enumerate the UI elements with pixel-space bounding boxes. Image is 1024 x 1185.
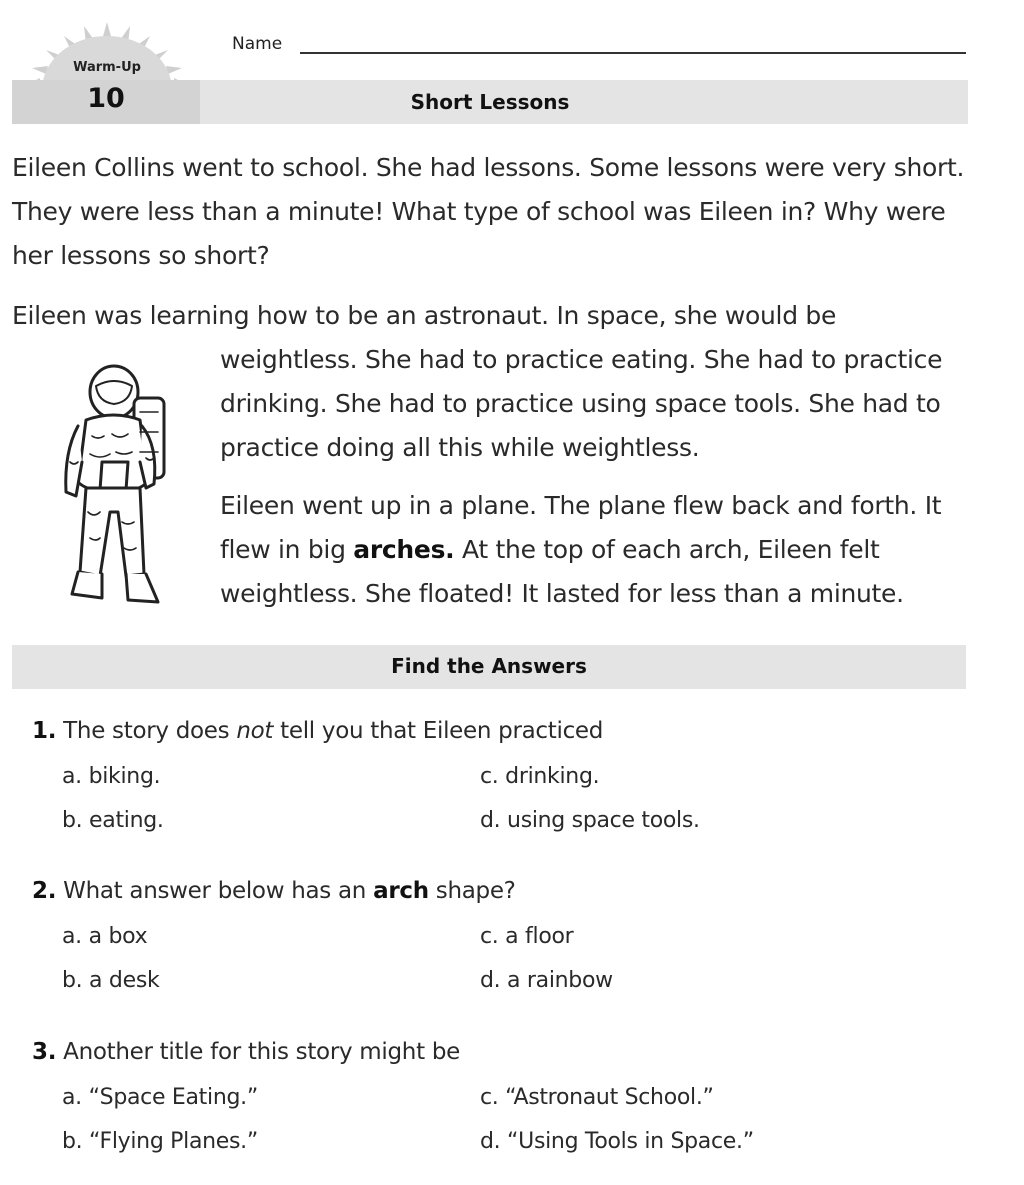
q1-option-c[interactable]: c. drinking. [480, 764, 600, 789]
question-1-emphasis: not [236, 718, 274, 744]
astronaut-icon [56, 362, 176, 616]
question-2-keyword: arch [373, 878, 429, 904]
q1-option-d[interactable]: d. using space tools. [480, 808, 700, 833]
q2-option-b[interactable]: b. a desk [62, 968, 160, 993]
name-field-line[interactable] [300, 52, 966, 54]
question-3-number: 3. [32, 1039, 57, 1065]
question-3-text: Another title for this story might be [63, 1039, 460, 1065]
page-title: Short Lessons [410, 90, 570, 114]
q3-option-c[interactable]: c. “Astronaut School.” [480, 1085, 714, 1110]
warmup-number: 10 [87, 83, 125, 114]
story-paragraph-3: weightless. She had to practice eating. She had to practice drinking. She had to practice using space tools. She had to practice doing all this while weightless. [220, 345, 943, 462]
question-1-text-after: tell you that Eileen practiced [273, 718, 604, 744]
q2-option-c[interactable]: c. a floor [480, 924, 574, 949]
q2-option-a[interactable]: a. a box [62, 924, 148, 949]
question-1 [32, 718, 603, 744]
vocab-word-arches: arches. [353, 535, 455, 564]
q3-option-b[interactable]: b. “Flying Planes.” [62, 1129, 258, 1154]
question-2-text-after: shape? [428, 878, 516, 904]
find-answers-title: Find the Answers [391, 654, 587, 678]
story-p4-text-after: At the top of each arch, Eileen felt weightless. She floated! It lasted for less than a minute. [220, 535, 904, 608]
question-2-text-before: What answer below has an [63, 878, 374, 904]
question-1-number: 1. [32, 718, 57, 744]
question-2-number: 2. [32, 878, 57, 904]
warmup-label: Warm-Up [73, 60, 141, 75]
name-label: Name [232, 34, 283, 54]
story-paragraph-4 [220, 484, 980, 616]
question-3 [32, 1039, 460, 1065]
question-2 [32, 878, 516, 904]
story-paragraph-2: Eileen was learning how to be an astronaut. In space, she would be [12, 301, 837, 330]
q3-option-d[interactable]: d. “Using Tools in Space.” [480, 1129, 754, 1154]
story-paragraph-1: Eileen Collins went to school. She had lessons. Some lessons were very short. They were less than a minute! What type of school was Eileen in? Why were her lessons so short? [12, 153, 965, 270]
q1-option-a[interactable]: a. biking. [62, 764, 161, 789]
story-p4-text-before: Eileen went up in a plane. The plane flew back and forth. It flew in big [220, 491, 942, 564]
question-1-text-before: The story does [63, 718, 237, 744]
q1-option-b[interactable]: b. eating. [62, 808, 164, 833]
q3-option-a[interactable]: a. “Space Eating.” [62, 1085, 258, 1110]
q2-option-d[interactable]: d. a rainbow [480, 968, 613, 993]
